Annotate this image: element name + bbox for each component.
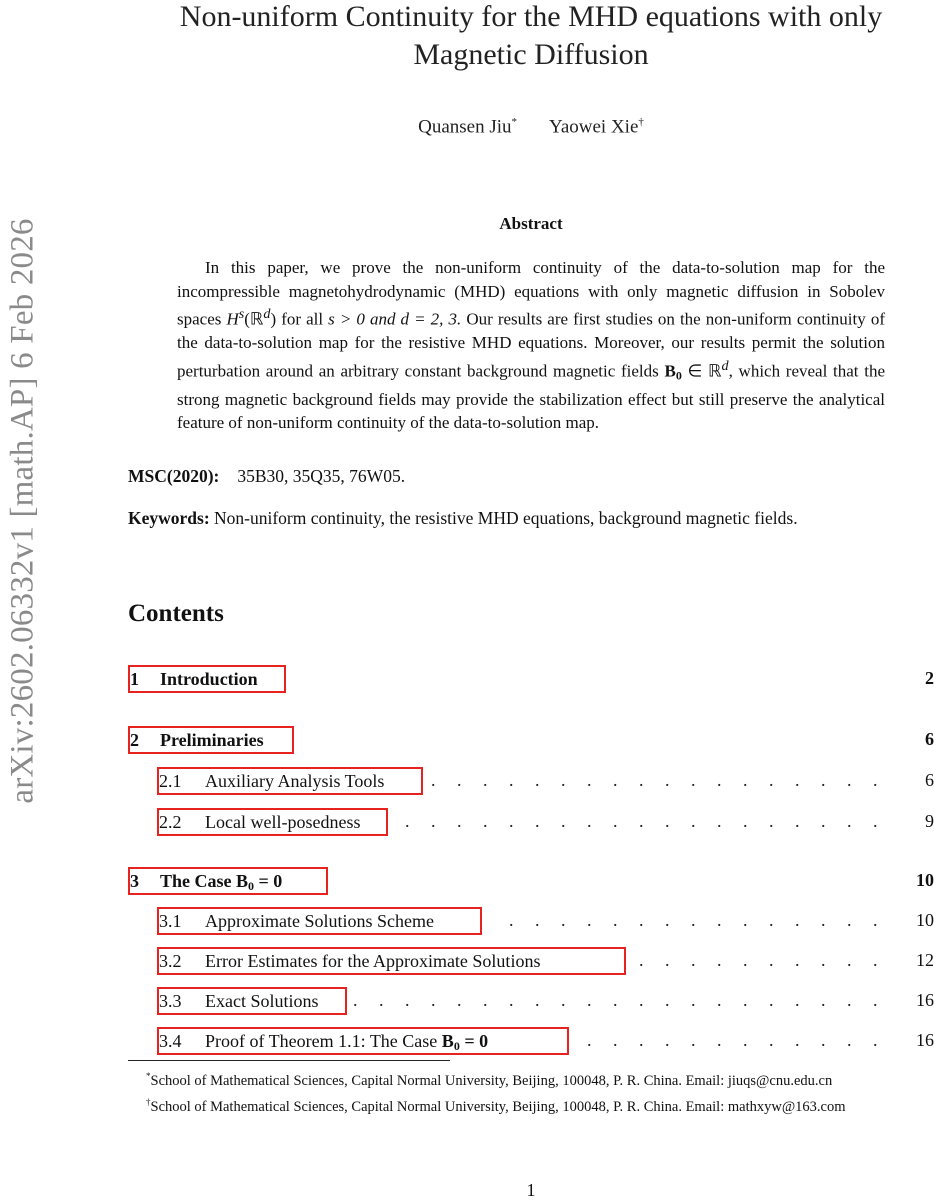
toc-row-2: [128, 726, 934, 754]
abstract-heading: Abstract: [499, 214, 563, 233]
footnote-mark: †: [146, 1096, 151, 1107]
toc-link-introduction[interactable]: [128, 665, 286, 693]
authors: [128, 116, 934, 138]
title-line-2: Magnetic Diffusion: [413, 38, 649, 71]
math-space: (ℝ: [244, 309, 264, 329]
toc-title: = 0: [459, 1031, 489, 1051]
abstract-text: Our results are first studies on the non-uniform continuity of the data-to-solution map for the resistive MHD equations. Moreover, our results permit the solution perturbation around an arbitrary constant background magnetic fields: [177, 309, 885, 381]
toc-page: 10: [916, 910, 934, 930]
toc-link-approximate-solutions-scheme[interactable]: [157, 907, 482, 935]
toc-page: 10: [916, 870, 934, 890]
keywords-line: [128, 506, 934, 531]
toc-title: Local well-posedness: [205, 812, 361, 832]
math-sobolev: H: [226, 309, 239, 329]
footnote-1: [128, 1066, 934, 1092]
toc-title: Exact Solutions: [205, 991, 319, 1011]
math-b0-sub: 0: [675, 368, 682, 383]
toc-leader-dots: . . . . . . . . . .: [639, 950, 886, 970]
toc-number: 2: [130, 730, 139, 750]
toc-title: Introduction: [160, 669, 258, 689]
toc-link-preliminaries[interactable]: [128, 726, 294, 754]
math-condition: s > 0 and d = 2, 3.: [328, 309, 462, 329]
toc-number: 1: [130, 669, 139, 689]
toc-page: 6: [925, 770, 934, 790]
toc-link-error-estimates[interactable]: [157, 947, 626, 975]
author-mark: †: [638, 116, 644, 128]
toc-title: Error Estimates for the Approximate Solutions: [205, 951, 541, 971]
toc-number: 3.3: [159, 991, 182, 1011]
footnote-text: School of Mathematical Sciences, Capital Normal University, Beijing, 100048, P. R. China. Email: jiuqs@cnu.edu.cn: [150, 1072, 833, 1089]
footnote-mark: *: [146, 1071, 151, 1081]
keywords-label: Keywords:: [128, 508, 210, 528]
author-name: Quansen Jiu: [418, 116, 512, 138]
math-b0: B: [441, 1031, 454, 1051]
abstract-text: ) for all: [270, 309, 329, 329]
toc-title: Approximate Solutions Scheme: [205, 911, 434, 931]
title-line-1: Non-uniform Continuity for the MHD equations with only: [179, 0, 883, 33]
toc-leader-dots: . . . . . . . . . . . . . . . . . . . . .: [353, 990, 886, 1010]
toc-page: 6: [925, 729, 934, 749]
toc-title: = 0: [254, 871, 283, 891]
msc-label: MSC(2020):: [128, 466, 220, 486]
toc-page: 16: [916, 990, 934, 1010]
toc-page: 16: [916, 1030, 934, 1050]
toc-page: 12: [916, 950, 934, 970]
footnote-2: [128, 1092, 934, 1118]
abstract-body: [177, 256, 885, 435]
math-b0: B: [236, 871, 249, 891]
toc-link-proof-of-theorem[interactable]: [157, 1027, 569, 1055]
math-sobolev-exp: s: [238, 306, 245, 322]
toc-page: 2: [925, 668, 934, 688]
paper-title: [128, 0, 934, 74]
toc-row-3-2: [128, 947, 934, 975]
arxiv-stamp-text: arXiv:2602.06332v1 [math.AP] 6 Feb 2026: [4, 218, 41, 804]
footnote-rule: [128, 1060, 450, 1061]
toc-row-2-1: [128, 767, 934, 795]
msc-value: 35B30, 35Q35, 76W05.: [237, 466, 406, 486]
page-number: 1: [526, 1180, 536, 1200]
arxiv-stamp: [0, 178, 46, 844]
toc-link-auxiliary-analysis-tools[interactable]: [157, 767, 423, 795]
math-in-r-exp: d: [721, 357, 729, 374]
footnote-text: School of Mathematical Sciences, Capital Normal University, Beijing, 100048, P. R. China. Email: mathxyw@163.com: [150, 1098, 846, 1115]
contents-heading: Contents: [128, 600, 224, 627]
toc-leader-dots: . . . . . . . . . . . . . . . . . .: [431, 770, 886, 790]
toc-leader-dots: . . . . . . . . . . . .: [587, 1030, 886, 1050]
toc-leader-dots: . . . . . . . . . . . . . . . . . . .: [405, 811, 886, 831]
toc-page: 9: [925, 811, 934, 831]
author-name: Yaowei Xie: [549, 116, 639, 138]
math-b0: B: [664, 361, 676, 381]
abstract-text: In this paper, we prove the non-uniform continuity of the data-to-solution map for the incompressible magnetohydrodynamic (MHD) equations with only magnetic diffusion in Sobolev spaces: [177, 258, 885, 329]
math-b0-sub: 0: [248, 879, 255, 893]
toc-title: Preliminaries: [160, 730, 264, 750]
toc-row-3-3: [128, 987, 934, 1015]
toc-row-2-2: [128, 808, 934, 836]
toc-row-3-4: [128, 1027, 934, 1055]
toc-number: 2.1: [159, 771, 182, 791]
toc-link-local-well-posedness[interactable]: [157, 808, 388, 836]
toc-number: 3.1: [159, 911, 182, 931]
math-b0-sub: 0: [453, 1039, 460, 1053]
toc-link-exact-solutions[interactable]: [157, 987, 347, 1015]
toc-link-the-case-b0[interactable]: [128, 867, 328, 895]
math-space-exp: d: [263, 306, 271, 322]
toc-number: 3.2: [159, 951, 182, 971]
toc-title: Auxiliary Analysis Tools: [205, 771, 385, 791]
toc-title: Proof of Theorem 1.1: The Case: [205, 1031, 442, 1051]
toc-row-3: [128, 867, 934, 895]
msc-line: [128, 466, 934, 487]
author-mark: *: [511, 116, 518, 128]
toc-number: 3.4: [159, 1031, 182, 1051]
toc-row-3-1: [128, 907, 934, 935]
toc-row-1: [128, 665, 934, 693]
math-in-r: ∈ ℝ: [681, 361, 722, 381]
toc-leader-dots: . . . . . . . . . . . . . . .: [509, 910, 886, 930]
toc-number: 2.2: [159, 812, 182, 832]
footnotes: [128, 1066, 934, 1118]
toc-title: The Case: [160, 871, 236, 891]
abstract-text: , which reveal that the strong magnetic background fields may provide the stabilization effect but still preserve the analytical feature of non-uniform continuity of the data-to-solution map.: [177, 361, 885, 433]
toc-number: 3: [130, 871, 139, 891]
keywords-value: Non-uniform continuity, the resistive MHD equations, background magnetic fields.: [214, 508, 798, 528]
